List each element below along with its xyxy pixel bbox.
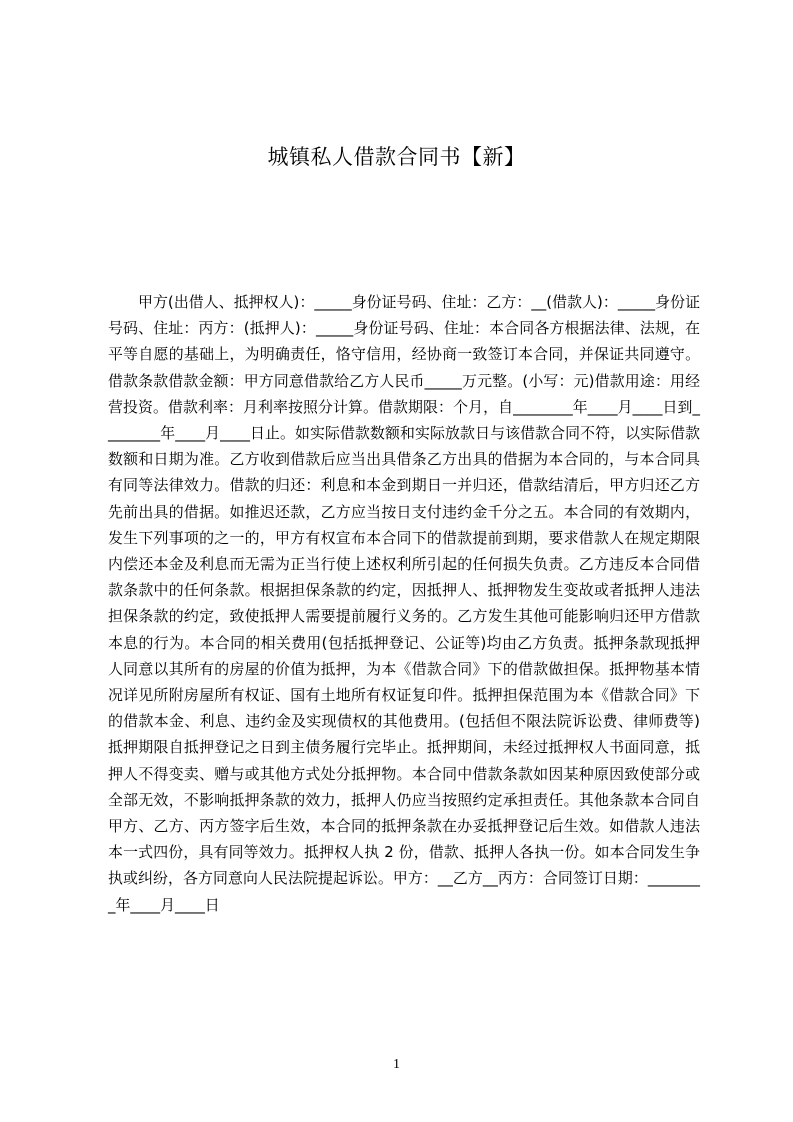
page-number: 1	[393, 1057, 400, 1072]
contract-body-paragraph: 甲方(出借人、抵押权人)：_____身份证号码、住址：乙方：__(借款人)：_____身份证号码、住址：丙方：(抵押人)：_____身份证号码、住址：本合同各方根据法律、法规，在平等自愿的基础上，为明确责任，恪守信用，经协商一致签订本合同，并保证共同遵守。借款条款借款金额：甲方同意借款给乙方人民币_____万元整。(小写：元)借款用途：用经营投资。借款利率：月利率按照分计算。借款期限：个月，自________年____月____日到________年____月____日止。如实际借款数额和实际放款日与该借款合同不符，以实际借款数额和日期为准。乙方收到借款后应当出具借条乙方出具的借据为本合同的，与本合同具有同等法律效力。借款的归还：利息和本金到期日一并归还，借款结清后，甲方归还乙方先前出具的借据。如推迟还款，乙方应当按日支付违约金千分之五。本合同的有效期内，发生下列事项的之一的，甲方有权宣布本合同下的借款提前到期，要求借款人在规定期限内偿还本金及利息而无需为正当行使上述权利所引起的任何损失负责。乙方违反本合同借款条款中的任何条款。根据担保条款的约定，因抵押人、抵押物发生变故或者抵押人违法担保条款的约定，致使抵押人需要提前履行义务的。乙方发生其他可能影响归还甲方借款本息的行为。本合同的相关费用(包括抵押登记、公证等)均由乙方负责。抵押条款现抵押人同意以其所有的房屋的价值为抵押，为本《借款合同》下的借款做担保。抵押物基本情况详见所附房屋所有权证、国有土地所有权证复印件。抵押担保范围为本《借款合同》下的借款本金、利息、违约金及实现债权的其他费用。(包括但不限法院诉讼费、律师费等)抵押期限自抵押登记之日到主债务履行完毕止。抵押期间，未经过抵押权人书面同意，抵押人不得变卖、赠与或其他方式处分抵押物。本合同中借款条款如因某种原因致使部分或全部无效，不影响抵押条款的效力，抵押人仍应当按照约定承担责任。其他条款本合同自甲方、乙方、丙方签字后生效，本合同的抵押条款在办妥抵押登记后生效。如借款人违法本一式四份，具有同等效力。抵押权人执 2 份，借款、抵押人各执一份。如本合同发生争执或纠纷，各方同意向人民法院提起诉讼。甲方：__乙方__丙方：合同签订日期：________年____月____日	[108, 293, 700, 914]
document-title: 城镇私人借款合同书【新】	[267, 145, 526, 169]
